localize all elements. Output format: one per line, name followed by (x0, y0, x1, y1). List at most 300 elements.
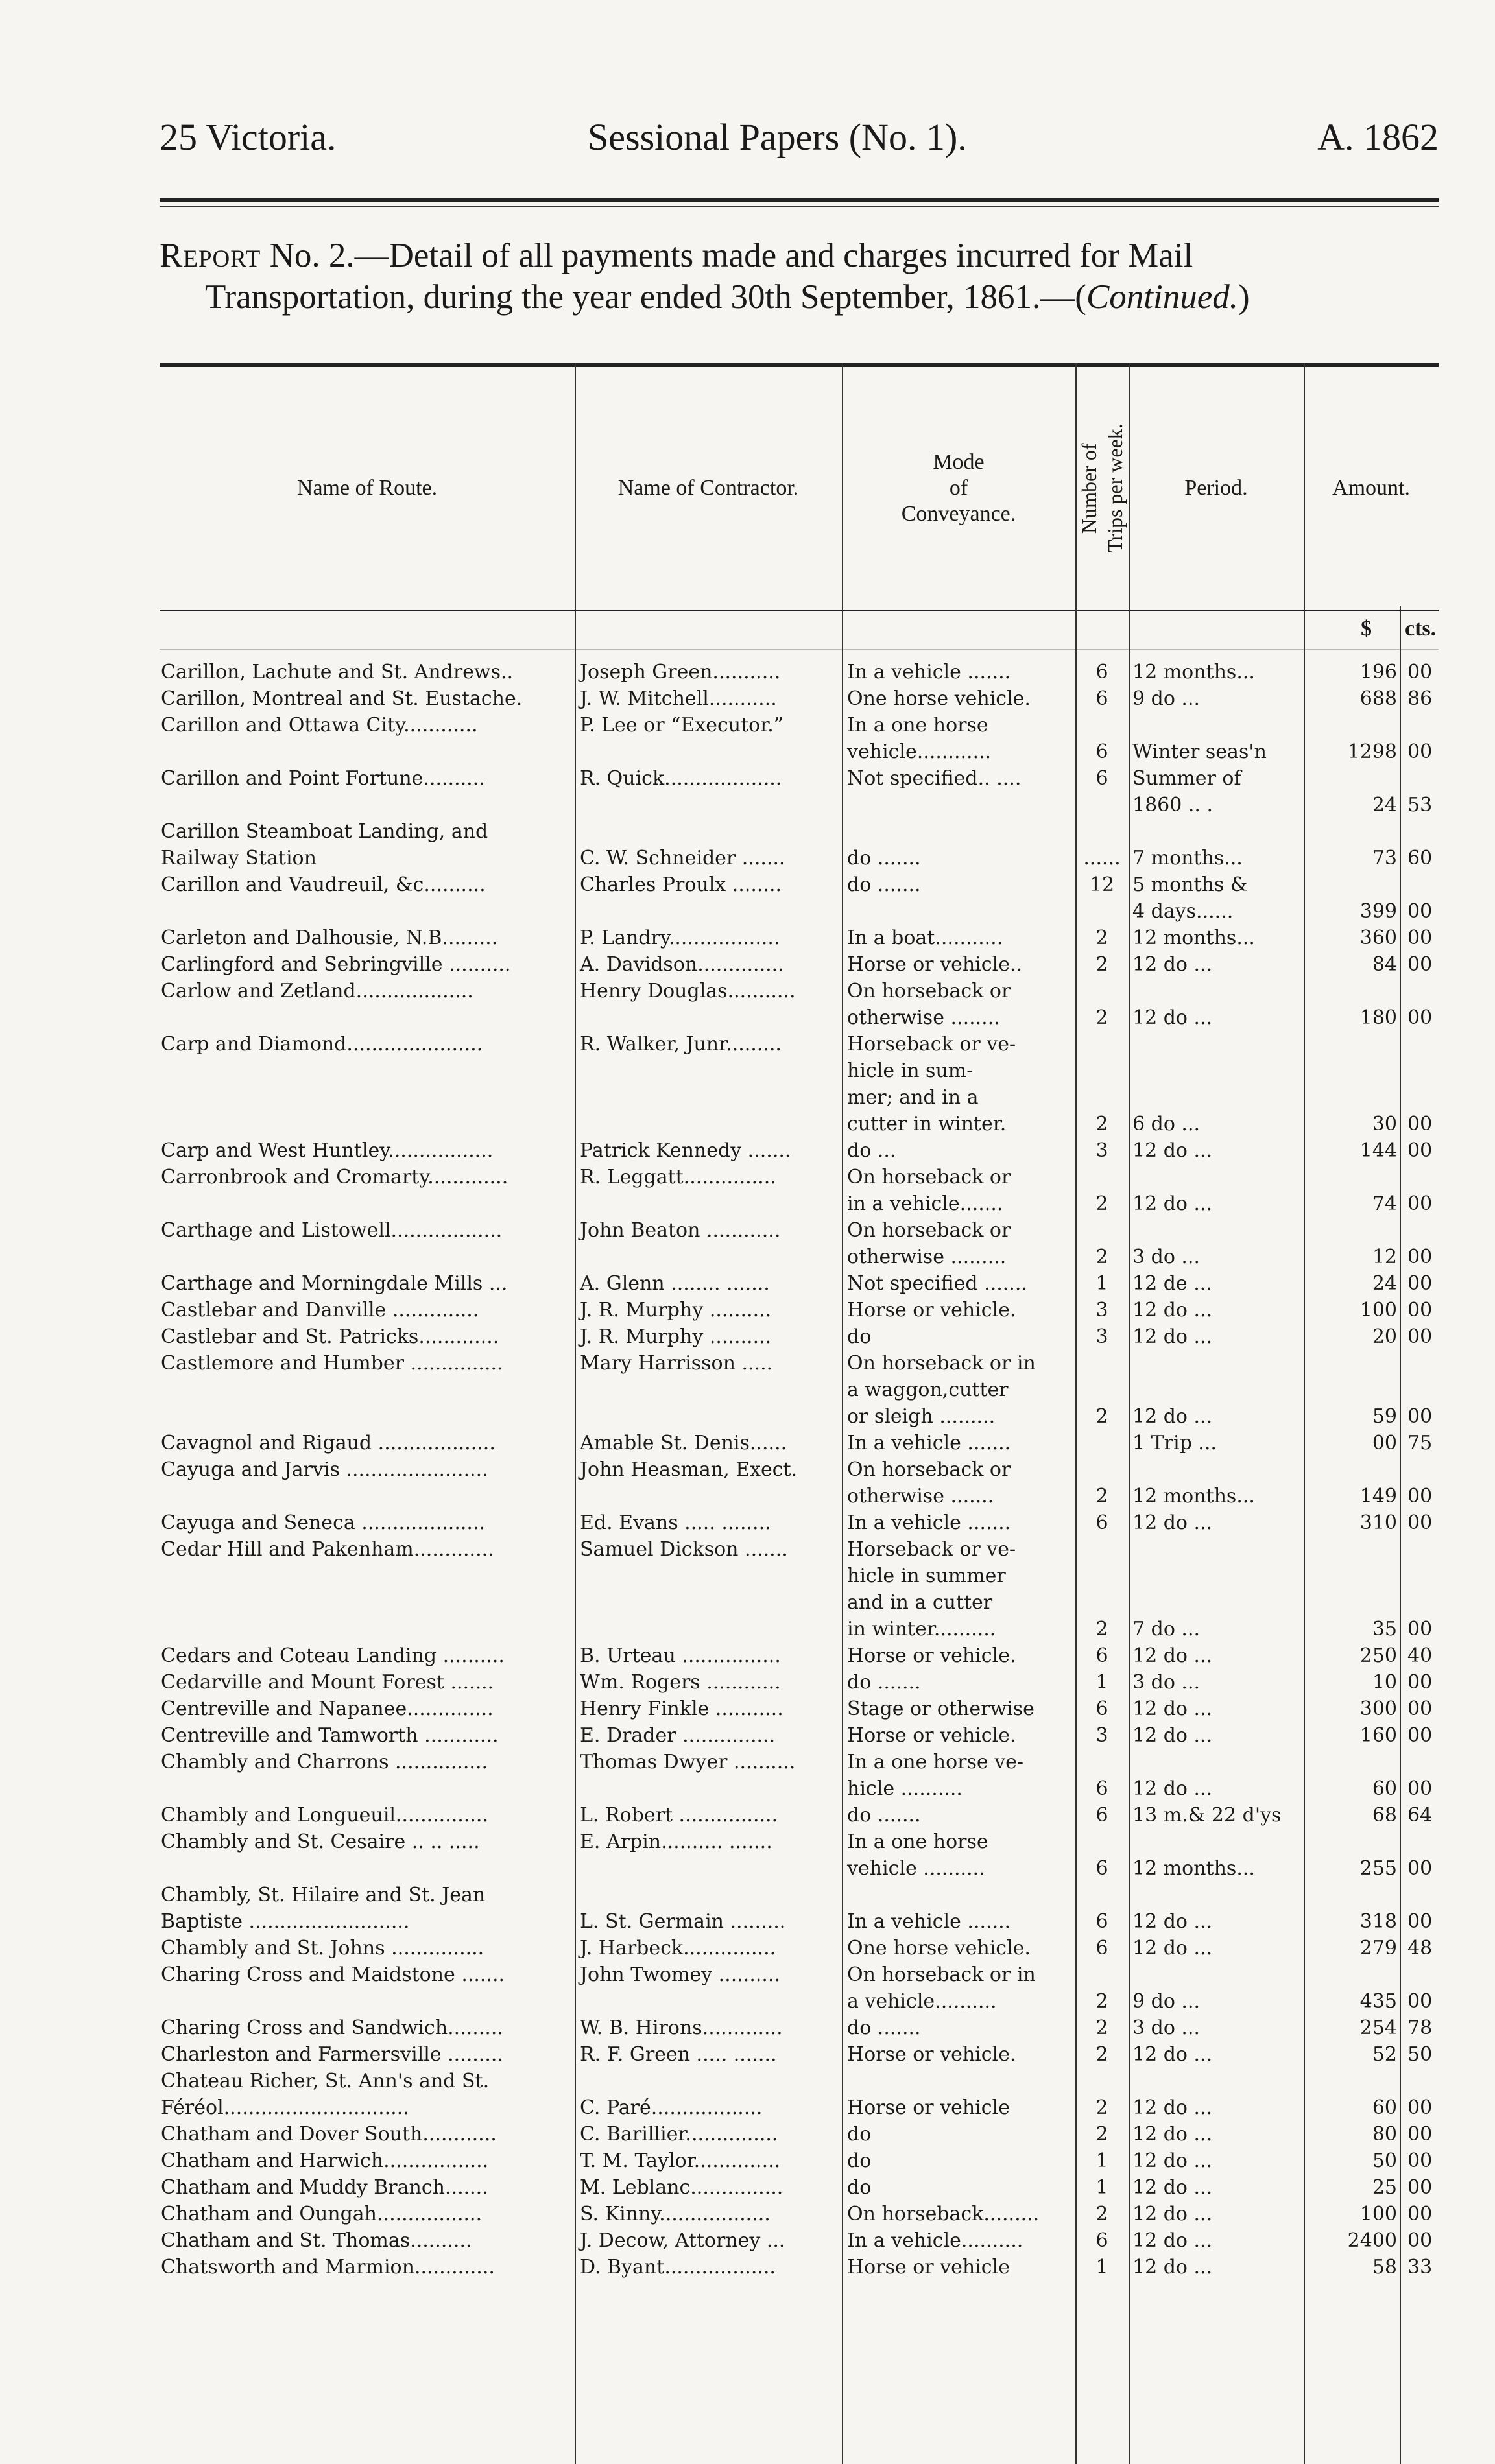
col-header-route: Name of Route. (296, 476, 438, 500)
cell-cents: 00 (1407, 1511, 1433, 1534)
cell-cents: 78 (1407, 2017, 1433, 2039)
cell-cents: 64 (1407, 1804, 1433, 1827)
cell-mode: In a boat........... (847, 927, 1003, 949)
cell-trips: 6 (1095, 687, 1108, 710)
column-rule (842, 363, 843, 2464)
cell-trips: 6 (1095, 1698, 1108, 1720)
cell-mode: Stage or otherwise (847, 1698, 1035, 1720)
cell-trips: 2 (1095, 1618, 1108, 1641)
cell-contractor: L. St. Germain ......... (580, 1910, 786, 1933)
cell-trips: 6 (1095, 1804, 1108, 1827)
cell-mode: Horseback or ve- hicle in sum- mer; and in a cutter in winter. (847, 1033, 1016, 1135)
cell-period: 12 do ... (1132, 2123, 1213, 2146)
cell-dollars: 60 (1372, 2096, 1397, 2119)
cell-dollars: 52 (1372, 2043, 1397, 2066)
cell-period: 12 do ... (1132, 2256, 1213, 2279)
cell-cents: 00 (1407, 1485, 1433, 1508)
cell-dollars: 149 (1359, 1485, 1397, 1508)
cell-contractor: J. Harbeck............... (580, 1937, 776, 1960)
cell-period: 5 months & 4 days...... (1132, 873, 1248, 923)
cell-period: Winter seas'n (1132, 740, 1267, 763)
cell-dollars: 196 (1359, 661, 1397, 683)
table-row (160, 1696, 1439, 1722)
cell-route: Cedarville and Mount Forest ....... (161, 1671, 494, 1694)
cell-cents: 00 (1407, 1405, 1433, 1428)
cell-dollars: 279 (1359, 1937, 1397, 1960)
cell-mode: On horseback or in a vehicle.......... (847, 1963, 1036, 2013)
cell-mode: In a one horse vehicle............ (847, 714, 992, 763)
cell-route: Carlingford and Sebringville .......... (161, 953, 511, 976)
cell-dollars: 10 (1372, 1671, 1397, 1694)
cell-period: 3 do ... (1132, 1671, 1201, 1694)
cell-cents: 00 (1407, 1910, 1433, 1933)
cell-mode: do (847, 1325, 872, 1348)
table-row (160, 871, 1439, 925)
cell-dollars: 399 (1359, 900, 1397, 923)
cell-cents: 00 (1407, 1139, 1433, 1162)
column-rule (1129, 363, 1130, 2464)
cell-period: 12 months... (1132, 927, 1255, 949)
table-row (160, 659, 1439, 685)
cell-cents: 00 (1407, 953, 1433, 976)
cell-cents: 00 (1407, 2176, 1433, 2199)
table-row (160, 1935, 1439, 1961)
cell-trips: 3 (1095, 1139, 1108, 1162)
cell-mode: Horse or vehicle. (847, 1299, 1016, 1321)
header-year: A. 1862 (1317, 116, 1439, 158)
cell-cents: 00 (1407, 2096, 1433, 2119)
cell-contractor: C. Paré.................. (580, 2096, 763, 2119)
cell-period: 12 do ... (1132, 1777, 1213, 1800)
cell-trips: 1 (1095, 1671, 1108, 1694)
cell-trips: 1 (1095, 2256, 1108, 2279)
table-row (160, 951, 1439, 978)
cell-mode: do ....... (847, 847, 921, 870)
cell-dollars: 435 (1359, 1990, 1397, 2013)
report-label: Report (160, 237, 261, 274)
cell-dollars: 254 (1359, 2017, 1397, 2039)
table-row (160, 1510, 1439, 1536)
cell-mode: One horse vehicle. (847, 1937, 1031, 1960)
table-row (160, 2227, 1439, 2254)
cell-route: Carillon, Lachute and St. Andrews.. (161, 661, 514, 683)
cell-mode: In a one horse vehicle .......... (847, 1830, 988, 1880)
cell-route: Chambly and Longueuil............... (161, 1804, 488, 1827)
table-row (160, 1802, 1439, 1829)
cell-cents: 00 (1407, 2203, 1433, 2225)
cell-dollars: 360 (1359, 927, 1397, 949)
cell-mode: In a vehicle.......... (847, 2229, 1023, 2252)
cell-mode: Not specified ....... (847, 1272, 1027, 1295)
table-row (160, 1669, 1439, 1696)
cell-mode: On horseback or otherwise ......... (847, 1219, 1011, 1268)
cell-trips: 12 (1089, 873, 1115, 896)
cell-route: Carp and West Huntley................. (161, 1139, 494, 1162)
cell-period: 12 do ... (1132, 1405, 1213, 1428)
cell-period: 6 do ... (1132, 1113, 1201, 1135)
table-row (160, 712, 1439, 765)
cell-route: Cedars and Coteau Landing .......... (161, 1644, 505, 1667)
cell-dollars: 50 (1372, 2150, 1397, 2172)
cell-period: 7 do ... (1132, 1618, 1201, 1641)
table-row (160, 1137, 1439, 1164)
cell-period: 12 de ... (1132, 1272, 1212, 1295)
cell-period: 12 months... (1132, 661, 1255, 683)
header-sessional-papers: Sessional Papers (No. 1). (588, 116, 967, 158)
cell-dollars: 688 (1359, 687, 1397, 710)
table-row (160, 1882, 1439, 1935)
cell-contractor: Henry Douglas........... (580, 980, 796, 1002)
cell-mode: In a one horse ve- hicle .......... (847, 1751, 1024, 1800)
cell-route: Chatham and St. Thomas.......... (161, 2229, 472, 2252)
table-row (160, 1323, 1439, 1350)
cell-mode: Horse or vehicle (847, 2096, 1010, 2119)
cell-contractor: J. Decow, Attorney ... (580, 2229, 785, 2252)
report-title-line1: No. 2.—Detail of all payments made and charges incurred for Mail (261, 237, 1193, 274)
cell-trips: 6 (1095, 1777, 1108, 1800)
cell-cents: 00 (1407, 1671, 1433, 1694)
cell-mode: One horse vehicle. (847, 687, 1031, 710)
cell-cents: 00 (1407, 900, 1433, 923)
cell-mode: In a vehicle ....... (847, 1432, 1011, 1454)
cell-contractor: John Beaton ............ (580, 1219, 781, 1242)
column-rule (575, 363, 576, 2464)
cell-dollars: 20 (1372, 1325, 1397, 1348)
cell-contractor: W. B. Hirons............. (580, 2017, 783, 2039)
cell-trips: 2 (1095, 1192, 1108, 1215)
cell-contractor: Thomas Dwyer .......... (580, 1751, 796, 1773)
cell-mode: On horseback or in a waggon,cutter or sleigh ......... (847, 1352, 1036, 1428)
col-header-period: Period. (1184, 476, 1248, 500)
cell-trips: 2 (1095, 1990, 1108, 2013)
cell-contractor: Patrick Kennedy ....... (580, 1139, 791, 1162)
table-row (160, 1829, 1439, 1882)
column-rule (1075, 363, 1077, 2464)
table-row (160, 1456, 1439, 1510)
cell-cents: 00 (1407, 1990, 1433, 2013)
cell-route: Carillon, Montreal and St. Eustache. (161, 687, 523, 710)
table-body (160, 650, 1439, 2293)
cell-contractor: Amable St. Denis...... (580, 1432, 787, 1454)
cell-contractor: J. W. Mitchell........... (580, 687, 777, 710)
cell-mode: On horseback or otherwise ........ (847, 980, 1011, 1029)
cell-route: Chatsworth and Marmion............. (161, 2256, 495, 2279)
cell-contractor: Charles Proulx ........ (580, 873, 782, 896)
cell-mode: On horseback or otherwise ....... (847, 1458, 1011, 1508)
report-title-line2: Transportation, during the year ended 30th September, 1861.—( (205, 278, 1086, 316)
cell-cents: 00 (1407, 2123, 1433, 2146)
cell-period: 12 do ... (1132, 2229, 1213, 2252)
cell-cents: 00 (1407, 1006, 1433, 1029)
cell-cents: 00 (1407, 1325, 1433, 1348)
cell-dollars: 1298 (1347, 740, 1397, 763)
cell-dollars: 100 (1359, 1299, 1397, 1321)
cell-contractor: Mary Harrisson ..... (580, 1352, 773, 1375)
table-row (160, 2041, 1439, 2068)
cell-mode: Horse or vehicle.. (847, 953, 1023, 976)
cell-cents: 00 (1407, 1246, 1433, 1268)
cell-contractor: D. Byant.................. (580, 2256, 776, 2279)
cell-cents: 00 (1407, 1299, 1433, 1321)
cell-trips: 2 (1095, 927, 1108, 949)
cell-cents: 00 (1407, 927, 1433, 949)
cell-cents: 33 (1407, 2256, 1433, 2279)
table-row (160, 978, 1439, 1031)
cell-cents: 60 (1407, 847, 1433, 870)
cell-route: Castlebar and St. Patricks............. (161, 1325, 499, 1348)
table-row (160, 818, 1439, 871)
cell-route: Carp and Diamond...................... (161, 1033, 483, 1056)
table-row (160, 2148, 1439, 2174)
cell-trips: 2 (1095, 2096, 1108, 2119)
cell-mode: do ....... (847, 873, 921, 896)
cell-contractor: E. Arpin.......... ....... (580, 1830, 772, 1853)
cell-trips: 6 (1095, 661, 1108, 683)
cell-trips: 2 (1095, 1006, 1108, 1029)
table-row (160, 2015, 1439, 2041)
cell-period: 12 do ... (1132, 1006, 1213, 1029)
table-row (160, 1164, 1439, 1217)
cell-dollars: 12 (1372, 1246, 1397, 1268)
cell-trips: 2 (1095, 1246, 1108, 1268)
table-row (160, 2254, 1439, 2280)
cell-dollars: 300 (1359, 1698, 1397, 1720)
cell-period: 12 do ... (1132, 1192, 1213, 1215)
cell-period: 12 do ... (1132, 2096, 1213, 2119)
cell-dollars: 2400 (1347, 2229, 1397, 2252)
cell-cents: 40 (1407, 1644, 1433, 1667)
cell-contractor: P. Landry.................. (580, 927, 780, 949)
cell-mode: do ....... (847, 1804, 921, 1827)
table-row (160, 1430, 1439, 1456)
table-row (160, 1217, 1439, 1270)
report-title: Report No. 2.—Detail of all payments made and charges incurred for Mail Transportation, during the year ended 30th September, 1861.—(Continued.) (160, 237, 1250, 316)
cell-period: 12 do ... (1132, 1299, 1213, 1321)
cell-route: Centreville and Napanee.............. (161, 1698, 494, 1720)
cell-route: Castlemore and Humber ............... (161, 1352, 503, 1375)
cell-trips: 3 (1095, 1724, 1108, 1747)
cell-period: 12 do ... (1132, 1698, 1213, 1720)
cell-dollars: 00 (1372, 1432, 1397, 1454)
cell-period: 7 months... (1132, 847, 1243, 870)
cell-route: Chatham and Dover South............ (161, 2123, 497, 2146)
cell-contractor: J. R. Murphy .......... (580, 1299, 772, 1321)
cell-trips: 2 (1095, 2017, 1108, 2039)
cell-mode: Horse or vehicle. (847, 1644, 1016, 1667)
cell-dollars: 68 (1372, 1804, 1397, 1827)
table-row (160, 685, 1439, 712)
cell-mode: In a vehicle ....... (847, 661, 1011, 683)
cell-trips: 1 (1095, 2150, 1108, 2172)
header-rule (160, 198, 1439, 202)
table-row (160, 1722, 1439, 1749)
cell-route: Carillon and Vaudreuil, &c.......... (161, 873, 486, 896)
cell-route: Carleton and Dalhousie, N.B......... (161, 927, 498, 949)
cell-dollars: 160 (1359, 1724, 1397, 1747)
cell-cents: 00 (1407, 1618, 1433, 1641)
cell-period: 1 Trip ... (1132, 1432, 1217, 1454)
table-row (160, 1642, 1439, 1669)
cell-trips: 6 (1095, 1910, 1108, 1933)
cell-mode: Not specified.. .... (847, 767, 1022, 790)
cell-dollars: 58 (1372, 2256, 1397, 2279)
column-rule-cents (1400, 606, 1401, 2464)
dollar-sign: $ (1361, 617, 1372, 641)
cell-route: Carthage and Listowell.................. (161, 1219, 503, 1242)
cell-mode: Horse or vehicle. (847, 1724, 1016, 1747)
col-header-contractor: Name of Contractor. (617, 476, 799, 500)
cell-cents: 48 (1407, 1937, 1433, 1960)
col-header-amount: Amount. (1332, 476, 1410, 500)
cell-cents: 00 (1407, 1724, 1433, 1747)
cell-dollars: 30 (1372, 1113, 1397, 1135)
cell-contractor: C. W. Schneider ....... (580, 847, 785, 870)
table-header (160, 363, 1439, 611)
cell-dollars: 59 (1372, 1405, 1397, 1428)
cell-period: 12 do ... (1132, 2176, 1213, 2199)
cell-mode: Horse or vehicle (847, 2256, 1010, 2279)
cell-trips: 6 (1095, 2229, 1108, 2252)
table-row (160, 2068, 1439, 2121)
header-rule-thin (160, 206, 1439, 207)
cell-trips: 2 (1095, 1113, 1108, 1135)
cell-route: Chatham and Harwich................. (161, 2150, 489, 2172)
cell-route: Chateau Richer, St. Ann's and St. Féréol.............................. (161, 2070, 490, 2119)
table-row (160, 1297, 1439, 1323)
cell-contractor: Ed. Evans ..... ........ (580, 1511, 771, 1534)
cell-route: Centreville and Tamworth ............ (161, 1724, 499, 1747)
cell-route: Castlebar and Danville .............. (161, 1299, 479, 1321)
cell-dollars: 74 (1372, 1192, 1397, 1215)
cell-trips: 6 (1095, 1644, 1108, 1667)
col-header-mode: Mode of Conveyance. (901, 450, 1016, 526)
cell-period: 12 do ... (1132, 1937, 1213, 1960)
cell-route: Carillon Steamboat Landing, and Railway Station (161, 820, 488, 870)
cell-period: 12 do ... (1132, 1511, 1213, 1534)
cell-route: Carillon and Point Fortune.......... (161, 767, 485, 790)
cell-contractor: C. Barillier............... (580, 2123, 778, 2146)
cell-route: Carthage and Morningdale Mills ... (161, 1272, 508, 1295)
cell-cents: 00 (1407, 2150, 1433, 2172)
cell-dollars: 250 (1359, 1644, 1397, 1667)
cell-route: Cayuga and Seneca .................... (161, 1511, 486, 1534)
cell-cents: 00 (1407, 1192, 1433, 1215)
cell-cents: 75 (1407, 1432, 1433, 1454)
cell-mode: In a vehicle ....... (847, 1910, 1011, 1933)
cell-mode: In a vehicle ....... (847, 1511, 1011, 1534)
cell-cents: 00 (1407, 2229, 1433, 2252)
cell-period: 12 do ... (1132, 1724, 1213, 1747)
cell-dollars: 144 (1359, 1139, 1397, 1162)
payments-table (160, 363, 1439, 2293)
cell-contractor: Joseph Green........... (580, 661, 781, 683)
cell-route: Cayuga and Jarvis ....................... (161, 1458, 488, 1481)
cell-contractor: B. Urteau ................ (580, 1644, 781, 1667)
cell-contractor: M. Leblanc............... (580, 2176, 783, 2199)
cell-route: Chatham and Oungah................. (161, 2203, 483, 2225)
cell-route: Charleston and Farmersville ......... (161, 2043, 503, 2066)
cell-trips: 2 (1095, 1485, 1108, 1508)
cell-contractor: J. R. Murphy .......... (580, 1325, 772, 1348)
cell-cents: 00 (1407, 1777, 1433, 1800)
cell-trips: 6 (1095, 767, 1108, 790)
cell-mode: Horse or vehicle. (847, 2043, 1016, 2066)
cell-cents: 86 (1407, 687, 1433, 710)
cell-contractor: E. Drader ............... (580, 1724, 776, 1747)
table-row (160, 1350, 1439, 1430)
cents-label: cts. (1405, 617, 1437, 641)
cell-trips: 2 (1095, 2043, 1108, 2066)
cell-mode: do ....... (847, 2017, 921, 2039)
cell-trips: 2 (1095, 953, 1108, 976)
cell-mode: On horseback or in a vehicle....... (847, 1166, 1011, 1215)
cell-trips: 3 (1095, 1325, 1108, 1348)
cell-route: Cedar Hill and Pakenham............. (161, 1538, 494, 1561)
cell-cents: 00 (1407, 1113, 1433, 1135)
cell-contractor: Henry Finkle ........... (580, 1698, 783, 1720)
cell-cents: 00 (1407, 740, 1433, 763)
cell-contractor: P. Lee or “Executor.” (580, 714, 784, 737)
table-row (160, 1749, 1439, 1802)
cell-trips: 1 (1095, 2176, 1108, 2199)
cell-dollars: 310 (1359, 1511, 1397, 1534)
cell-period: 3 do ... (1132, 2017, 1201, 2039)
cell-contractor: T. M. Taylor.............. (580, 2150, 781, 2172)
cell-route: Carlow and Zetland................... (161, 980, 473, 1002)
table-row (160, 765, 1439, 818)
col-header-trips: Number of Trips per week. (1077, 423, 1127, 553)
cell-period: 12 do ... (1132, 1644, 1213, 1667)
cell-dollars: 255 (1359, 1857, 1397, 1880)
cell-route: Chambly and Charrons ............... (161, 1751, 488, 1773)
cell-cents: 53 (1407, 794, 1433, 816)
cell-contractor: R. Quick................... (580, 767, 782, 790)
cell-cents: 00 (1407, 1698, 1433, 1720)
cell-period: 12 do ... (1132, 1139, 1213, 1162)
cell-contractor: Samuel Dickson ....... (580, 1538, 788, 1561)
cell-period: 12 do ... (1132, 1325, 1213, 1348)
cell-mode: do (847, 2150, 872, 2172)
cell-period: 12 do ... (1132, 1910, 1213, 1933)
cell-route: Chambly and St. Johns ............... (161, 1937, 484, 1960)
cell-dollars: 24 (1372, 1272, 1397, 1295)
cell-contractor: R. Walker, Junr......... (580, 1033, 782, 1056)
cell-period: Summer of 1860 .. . (1132, 767, 1241, 816)
cell-trips: ...... (1083, 847, 1121, 870)
cell-period: 9 do ... (1132, 687, 1201, 710)
cell-contractor: John Twomey .......... (580, 1963, 780, 1986)
cell-period: 12 do ... (1132, 2043, 1213, 2066)
cell-period: 9 do ... (1132, 1990, 1201, 2013)
cell-trips: 6 (1095, 1937, 1108, 1960)
cell-contractor: A. Glenn ........ ....... (580, 1272, 770, 1295)
cell-mode: Horseback or ve- hicle in summer and in a cutter in winter.......... (847, 1538, 1016, 1641)
continued-label: Continued. (1086, 278, 1239, 316)
cell-contractor: Wm. Rogers ............ (580, 1671, 781, 1694)
cell-contractor: S. Kinny.................. (580, 2203, 771, 2225)
cell-route: Cavagnol and Rigaud ................... (161, 1432, 496, 1454)
table-row (160, 1536, 1439, 1642)
cell-trips: 6 (1095, 1857, 1108, 1880)
cell-period: 12 months... (1132, 1485, 1255, 1508)
cell-dollars: 73 (1372, 847, 1397, 870)
cell-period: 12 months... (1132, 1857, 1255, 1880)
cell-mode: On horseback......... (847, 2203, 1040, 2225)
cell-contractor: John Heasman, Exect. (580, 1458, 798, 1481)
cell-dollars: 100 (1359, 2203, 1397, 2225)
cell-contractor: R. F. Green ..... ....... (580, 2043, 777, 2066)
cell-trips: 3 (1095, 1299, 1108, 1321)
